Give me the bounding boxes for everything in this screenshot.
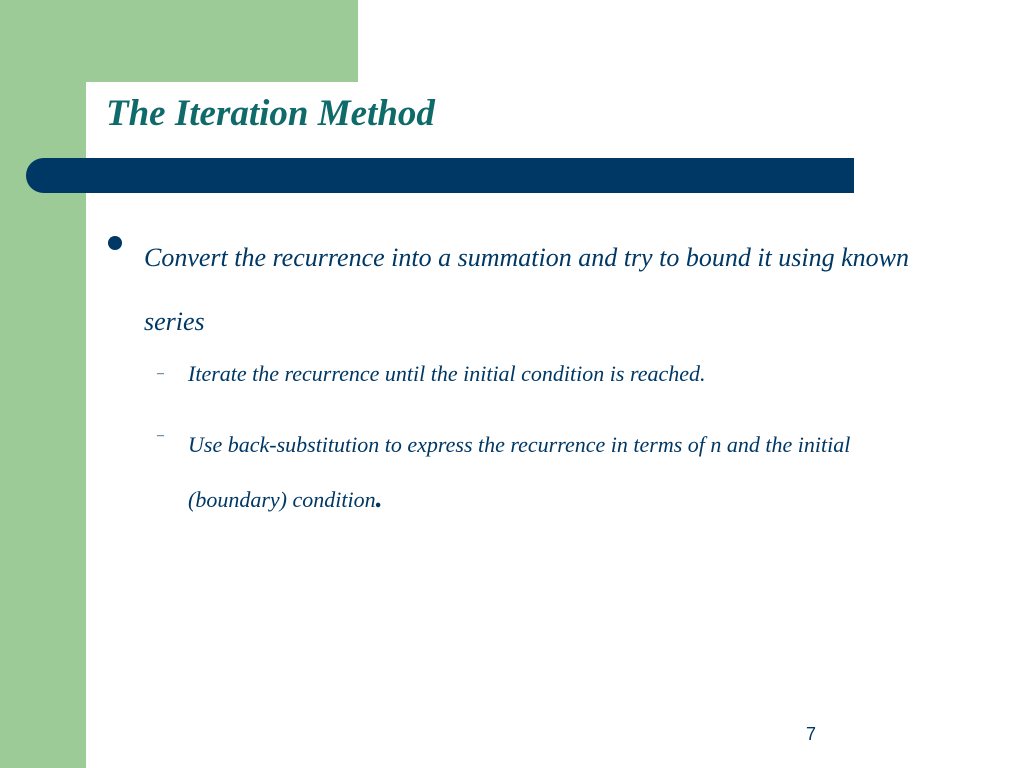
bullet-dot-icon bbox=[108, 236, 122, 250]
sub-bullet-text: Iterate the recurrence until the initial condition is reached. bbox=[188, 361, 706, 386]
sub-bullet-text-part: and the initial (boundary) condition bbox=[188, 432, 851, 512]
dash-bullet-icon: – bbox=[157, 428, 164, 443]
variable-n: n bbox=[710, 432, 722, 457]
sub-bullet-text bbox=[188, 418, 928, 527]
slide-title: The Iteration Method bbox=[106, 93, 435, 134]
green-side-band bbox=[0, 0, 86, 768]
green-top-band bbox=[0, 0, 358, 82]
title-underline-bar bbox=[26, 158, 854, 193]
page-number: 7 bbox=[805, 724, 816, 744]
sentence-period: . bbox=[375, 483, 383, 514]
bullet-text: Convert the recurrence into a summation and try to bound it using known series bbox=[144, 243, 909, 336]
sub-bullet-text-part: Use back-substitution to express the recurrence in terms of bbox=[188, 432, 711, 457]
dash-bullet-icon: – bbox=[157, 366, 164, 381]
